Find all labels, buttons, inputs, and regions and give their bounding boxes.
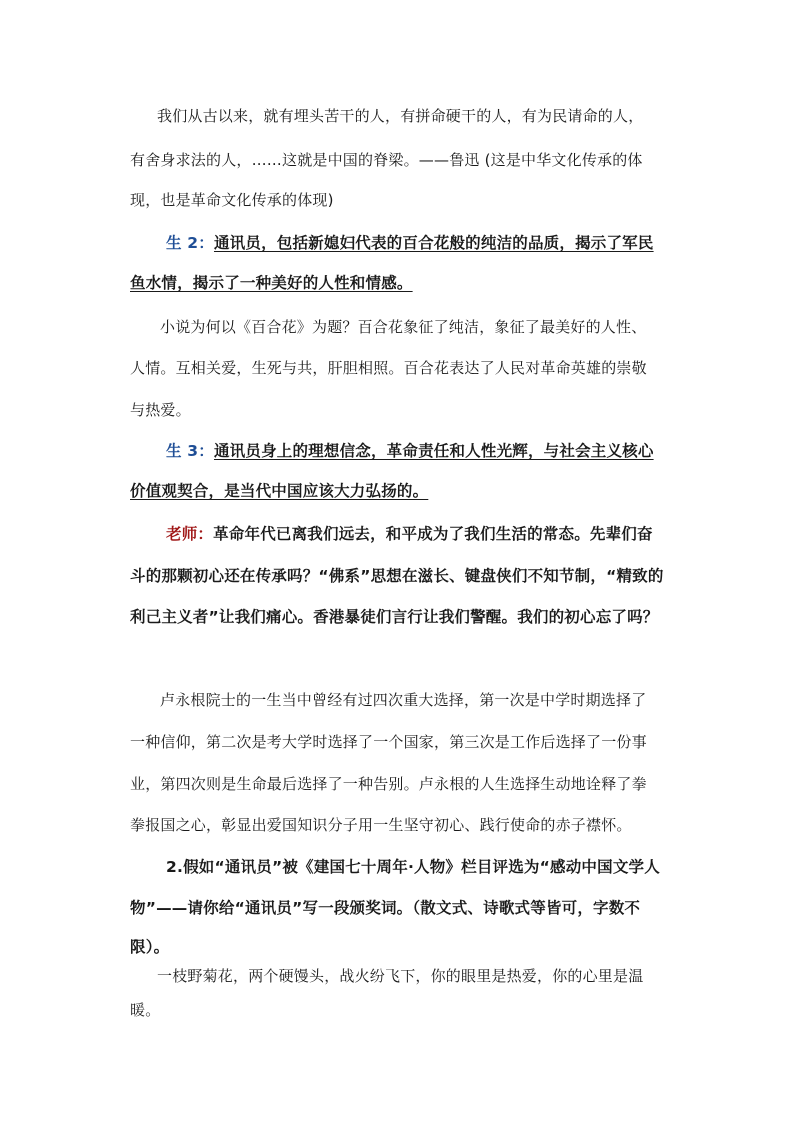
paragraph-text: 拳报国之心，彰显出爱国知识分子用一生坚守初心、践行使命的赤子襟怀。	[130, 816, 632, 834]
speaker-label: 老师：	[166, 525, 214, 543]
question-text: 2.假如“通讯员”被《建国七十周年·人物》栏目评选为“感动中国文学人	[166, 858, 660, 876]
student-3-answer	[166, 441, 654, 461]
paragraph-text: 我们从古以来，就有埋头苦干的人，有拼命硬干的人，有为民请命的人，	[157, 107, 644, 125]
paragraph-text: 业，第四次则是生命最后选择了一种告别。卢永根的人生选择生动地诠释了拳	[130, 775, 647, 793]
answer-text: 价值观契合，是当代中国应该大力弘扬的。	[130, 482, 429, 500]
paragraph-text: 暖。	[130, 1001, 161, 1019]
question-text: 物”——请你给“通讯员”写一段颁奖词。（散文式、诗歌式等皆可，字数不	[130, 899, 641, 917]
speaker-label: 生 3：	[166, 442, 214, 460]
student-2-answer	[166, 233, 654, 253]
comment-text: 斗的那颗初心还在传承吗？“佛系”思想在滋长、键盘侠们不知节制，“精致的	[130, 567, 664, 585]
answer-text: 通讯员，包括新媳妇代表的百合花般的纯洁的品质，揭示了军民	[213, 234, 654, 252]
paragraph-text: 小说为何以《百合花》为题？百合花象征了纯洁，象征了最美好的人性、	[160, 318, 647, 336]
paragraph-text: 一枝野菊花，两个硬馒头，战火纷飞下，你的眼里是热爱，你的心里是温	[157, 967, 644, 985]
paragraph-text: 卢永根院士的一生当中曾经有过四次重大选择，第一次是中学时期选择了	[160, 691, 647, 709]
comment-text: 利己主义者”让我们痛心。香港暴徒们言行让我们警醒。我们的初心忘了吗？	[130, 608, 659, 626]
question-text: 限）。	[130, 938, 170, 956]
paragraph-text: 人情。互相关爱，生死与共，肝胆相照。百合花表达了人民对革命英雄的崇敬	[130, 359, 647, 377]
answer-text: 通讯员身上的理想信念，革命责任和人性光辉，与社会主义核心	[213, 442, 654, 460]
paragraph-text: 一种信仰，第二次是考大学时选择了一个国家，第三次是工作后选择了一份事	[130, 733, 647, 751]
paragraph-text: 有舍身求法的人，……这就是中国的脊梁。——鲁迅 (这是中华文化传承的体	[130, 151, 643, 169]
answer-text: 鱼水情，揭示了一种美好的人性和情感。	[130, 274, 413, 292]
paragraph-text: 现，也是革命文化传承的体现)	[130, 191, 334, 209]
paragraph-text: 与热爱。	[130, 401, 191, 419]
teacher-comment	[166, 524, 653, 544]
comment-text: 革命年代已离我们远去，和平成为了我们生活的常态。先辈们奋	[213, 525, 653, 543]
speaker-label: 生 2：	[166, 234, 214, 252]
